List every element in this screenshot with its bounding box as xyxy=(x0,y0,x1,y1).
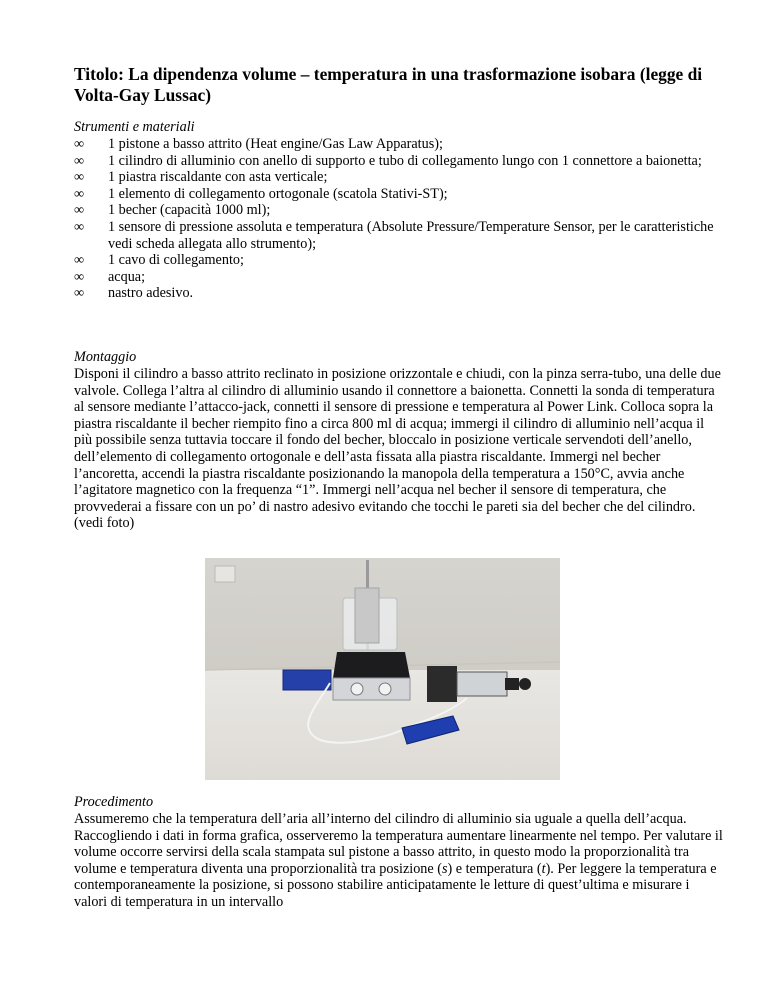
montaggio-paragraph: Disponi il cilindro a basso attrito reclinato in posizione orizzontale e chiudi, con la pinza serra-tubo, una delle due valvole. Collega l’altra al cilindro di alluminio usando il connettore a baionetta. Connetti la sonda di temperatura al sensore mediante l’attacco-jack, connetti il sensore di pressione e temperatura al Power Link. Colloca sopra la piastra riscaldante il becher riempito fino a circa 800 ml di acqua; immergi il cilindro di alluminio nell’acqua il più possibile senza tuttavia toccare il fondo del becher, bloccalo in posizione verticale servendoti dell’anello, dell’elemento di collegamento ortogonale e dell’asta fissata alla piastra riscaldante. Immergi nel becher l’ancoretta, accendi la piastra riscaldante posizionando la manopola della temperatura a 150°C, avvia anche l’agitatore magnetico con la frequenza “1”. Immergi nell’acqua nel becher il sensore di temperatura, che provvederai a fissare con un po’ di nastro adesivo evitando che tocchi le pareti sia del becher che del cilindro. (vedi foto) xyxy=(74,366,721,532)
list-item: ∞ nastro adesivo. xyxy=(74,285,194,302)
materials-heading: Strumenti e materiali xyxy=(74,119,195,135)
montaggio-heading: Montaggio xyxy=(74,349,137,365)
list-item: ∞ 1 elemento di collegamento ortogonale (scatola Stativi-ST); xyxy=(74,185,448,202)
infinity-bullet-icon: ∞ xyxy=(74,285,85,302)
procedimento-heading: Procedimento xyxy=(74,794,154,810)
list-item: ∞ 1 becher (capacità 1000 ml); xyxy=(74,202,271,219)
list-item: ∞ acqua; xyxy=(74,268,146,285)
variable-s: s xyxy=(441,860,448,877)
list-item: ∞ 1 piastra riscaldante con asta verticale; xyxy=(74,169,328,186)
infinity-bullet-icon: ∞ xyxy=(74,185,85,202)
apparatus-photo xyxy=(205,558,560,780)
list-item: ∞ 1 cilindro di alluminio con anello di supporto e tubo di collegamento lungo con 1 connettore a baionetta; xyxy=(74,152,702,169)
procedimento-paragraph: Assumeremo che la temperatura dell’aria all’interno del cilindro di alluminio sia uguale a quella dell’acqua. Raccogliendo i dati in forma grafica, osserveremo la temperatura aumentare linearmente nel tempo. Per valutare il volume occorre servirsi della scala stampata sul pistone a basso attrito, in questo modo la proporzionalità tra volume e temperatura diventa una proporzionalità tra posizione (s) e temperatura (t). Per leggere la temperatura e contemporaneamente la posizione, si possono stabilire anticipatamente le letture di quest’ultima e misurare i valori di temperatura in un intervallo xyxy=(74,811,723,910)
materials-list xyxy=(74,136,714,302)
infinity-bullet-icon: ∞ xyxy=(74,218,85,235)
variable-t: t xyxy=(541,860,546,877)
list-item: ∞ 1 cavo di collegamento; xyxy=(74,252,244,269)
infinity-bullet-icon: ∞ xyxy=(74,202,85,219)
document-title: Titolo: La dipendenza volume – temperatura in una trasformazione isobara (legge di Volta-Gay Lussac) xyxy=(74,64,703,105)
infinity-bullet-icon: ∞ xyxy=(74,169,85,186)
list-item: ∞ 1 sensore di pressione assoluta e temperatura (Absolute Pressure/Temperature Sensor, per le caratteristiche vedi scheda allegata allo strumento); xyxy=(74,218,714,252)
infinity-bullet-icon: ∞ xyxy=(74,152,85,169)
infinity-bullet-icon: ∞ xyxy=(74,136,85,152)
infinity-bullet-icon: ∞ xyxy=(74,268,85,285)
infinity-bullet-icon: ∞ xyxy=(74,252,85,269)
list-item: ∞ 1 pistone a basso attrito (Heat engine/Gas Law Apparatus); xyxy=(74,136,443,152)
